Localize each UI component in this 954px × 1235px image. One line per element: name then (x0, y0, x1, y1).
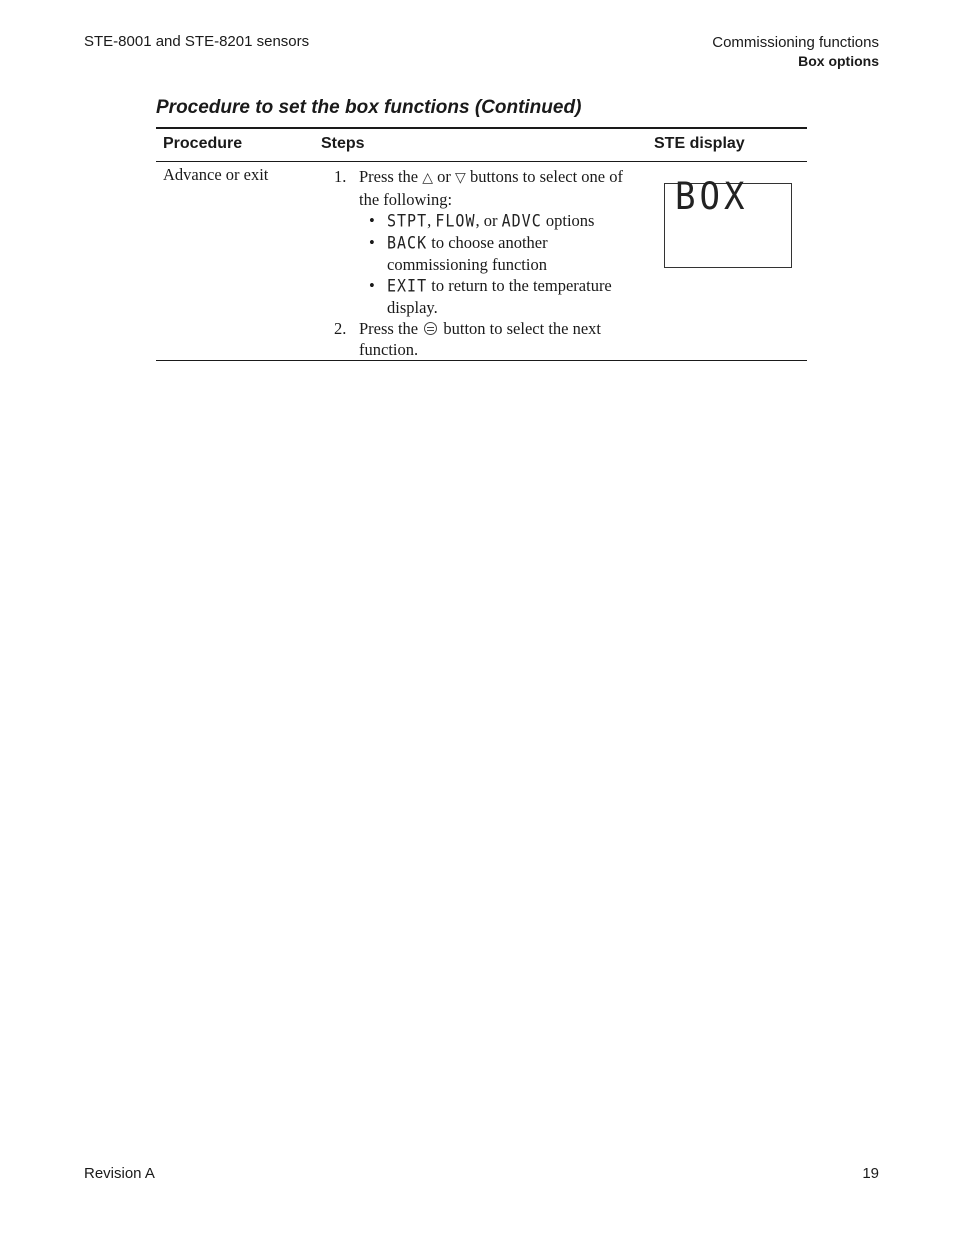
step-text-or: or (437, 167, 451, 186)
down-arrow-button-icon: ▽ (455, 170, 466, 186)
bullet-icon: • (369, 276, 375, 295)
step-text: Press the (359, 319, 419, 338)
option-text: to return to the temperature display. (387, 276, 612, 317)
lcd-label: STPT (387, 210, 428, 232)
lcd-label: EXIT (387, 275, 428, 297)
step-text: Press the (359, 167, 419, 186)
table-header (156, 129, 807, 162)
step-number: 1. (334, 167, 347, 186)
header-document-title: STE-8001 and STE-8201 sensors (84, 33, 310, 50)
separator: , (427, 211, 432, 230)
step-text: button to select the next function. (359, 319, 602, 359)
option-text: options (545, 211, 595, 230)
list-item (359, 275, 634, 318)
lcd-label: BACK (387, 232, 428, 254)
enter-button-icon (424, 322, 437, 335)
lcd-label: FLOW (435, 210, 476, 232)
display-readout: BOX (675, 175, 749, 219)
header-section-title: Commissioning functions (712, 34, 879, 51)
separator: , or (475, 211, 498, 230)
up-arrow-button-icon: △ (422, 170, 434, 186)
option-text: to choose another commissioning function (387, 233, 548, 274)
header-section (712, 33, 879, 71)
bullet-icon: • (369, 211, 375, 230)
step-1 (334, 166, 634, 318)
option-list (359, 210, 634, 318)
header-section-subtitle: Box options (798, 53, 879, 69)
steps-cell (334, 166, 634, 360)
column-header-ste-display: STE display (654, 135, 745, 152)
procedure-table (156, 127, 807, 361)
step-2 (334, 318, 634, 360)
column-header-procedure: Procedure (163, 135, 243, 152)
procedure-cell: Advance or exit (163, 165, 269, 184)
step-text: buttons to select one of the following: (359, 167, 623, 209)
list-item (359, 232, 634, 275)
step-number: 2. (334, 319, 347, 338)
list-item (359, 210, 634, 232)
page-number: 19 (862, 1165, 879, 1182)
column-header-steps: Steps (321, 135, 365, 152)
lcd-label: ADVC (501, 210, 542, 232)
table-row (156, 162, 807, 360)
footer-revision: Revision A (84, 1165, 155, 1182)
ste-display-screen (664, 175, 792, 268)
bullet-icon: • (369, 233, 375, 252)
procedure-title: Procedure to set the box functions (Continued) (156, 97, 582, 118)
